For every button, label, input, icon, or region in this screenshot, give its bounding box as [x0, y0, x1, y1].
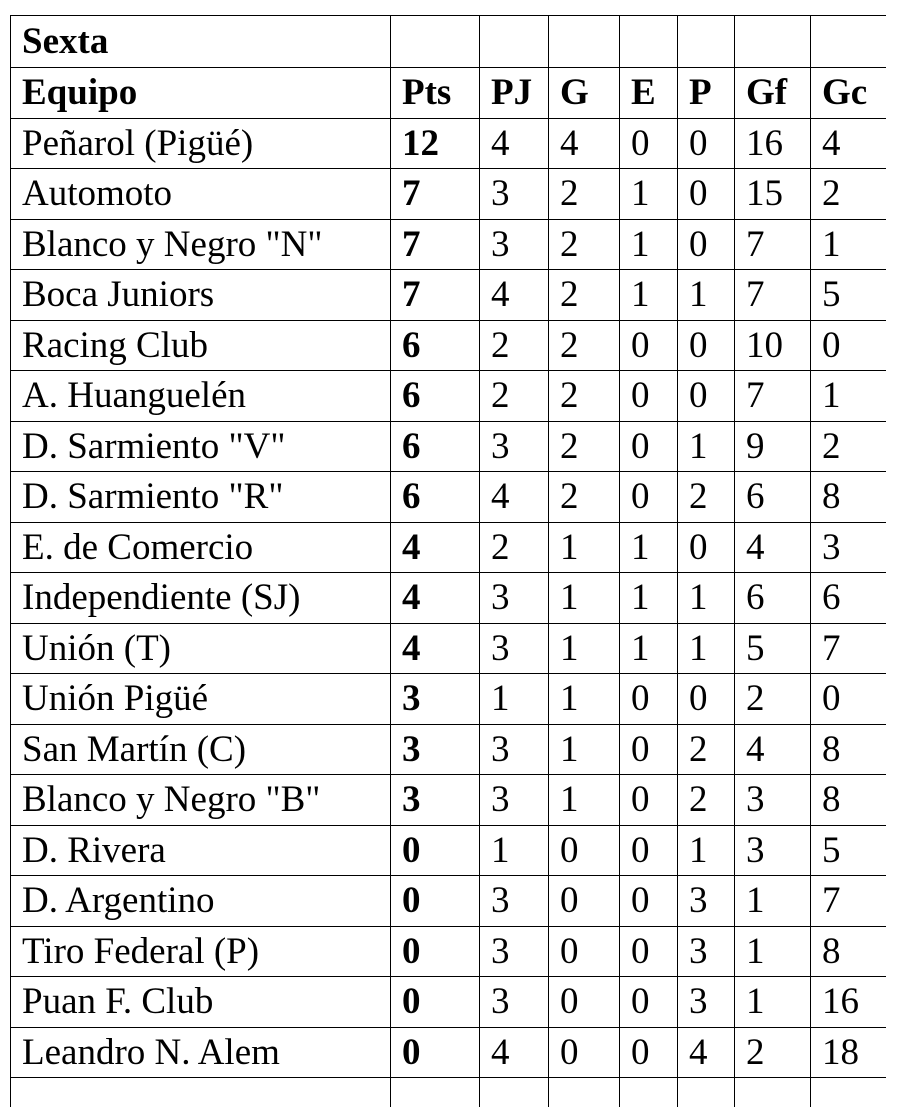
lost-cell: 0	[678, 169, 735, 220]
team-name-cell: D. Rivera	[11, 825, 391, 876]
lost-cell: 2	[678, 724, 735, 775]
team-name-cell: A. Huanguelén	[11, 371, 391, 422]
goals-against-cell: 5	[811, 270, 887, 321]
empty-cell	[735, 16, 811, 68]
goals-for-cell: 2	[735, 674, 811, 725]
team-name-cell: Automoto	[11, 169, 391, 220]
team-name-cell: Blanco y Negro "B"	[11, 775, 391, 826]
played-cell: 1	[480, 674, 549, 725]
points-cell: 3	[391, 674, 480, 725]
team-name-cell: Unión (T)	[11, 623, 391, 674]
standings-body	[11, 16, 887, 1107]
played-cell: 2	[480, 320, 549, 371]
goals-for-cell: 16	[735, 118, 811, 169]
points-cell: 4	[391, 573, 480, 624]
played-cell: 2	[480, 522, 549, 573]
lost-cell: 1	[678, 825, 735, 876]
points-cell: 12	[391, 118, 480, 169]
standings-table	[10, 15, 886, 1107]
won-cell: 0	[549, 926, 620, 977]
header-team: Equipo	[11, 68, 391, 119]
won-cell: 2	[549, 219, 620, 270]
drawn-cell: 0	[620, 724, 678, 775]
lost-cell: 1	[678, 270, 735, 321]
table-row	[11, 573, 887, 624]
header-drawn: E	[620, 68, 678, 119]
title-row	[11, 16, 887, 68]
drawn-cell: 0	[620, 320, 678, 371]
played-cell: 3	[480, 977, 549, 1028]
team-name-cell: Racing Club	[11, 320, 391, 371]
played-cell: 3	[480, 876, 549, 927]
points-cell: 6	[391, 472, 480, 523]
won-cell: 2	[549, 270, 620, 321]
played-cell: 3	[480, 219, 549, 270]
goals-for-cell: 7	[735, 270, 811, 321]
empty-cell	[811, 1078, 887, 1107]
goals-against-cell: 5	[811, 825, 887, 876]
goals-for-cell: 9	[735, 421, 811, 472]
points-cell: 7	[391, 270, 480, 321]
goals-against-cell: 2	[811, 169, 887, 220]
lost-cell: 0	[678, 219, 735, 270]
lost-cell: 2	[678, 775, 735, 826]
table-row	[11, 320, 887, 371]
header-points: Pts	[391, 68, 480, 119]
header-won: G	[549, 68, 620, 119]
points-cell: 0	[391, 825, 480, 876]
drawn-cell: 0	[620, 926, 678, 977]
played-cell: 4	[480, 1027, 549, 1078]
points-cell: 0	[391, 926, 480, 977]
points-cell: 6	[391, 320, 480, 371]
won-cell: 1	[549, 522, 620, 573]
drawn-cell: 0	[620, 371, 678, 422]
team-name-cell: D. Sarmiento "V"	[11, 421, 391, 472]
won-cell: 1	[549, 724, 620, 775]
team-name-cell: D. Argentino	[11, 876, 391, 927]
table-row	[11, 472, 887, 523]
team-name-cell: San Martín (C)	[11, 724, 391, 775]
won-cell: 1	[549, 573, 620, 624]
won-cell: 4	[549, 118, 620, 169]
goals-for-cell: 1	[735, 876, 811, 927]
goals-for-cell: 3	[735, 775, 811, 826]
table-row	[11, 674, 887, 725]
drawn-cell: 1	[620, 623, 678, 674]
header-played: PJ	[480, 68, 549, 119]
lost-cell: 1	[678, 623, 735, 674]
table-row	[11, 219, 887, 270]
team-name-cell: Blanco y Negro "N"	[11, 219, 391, 270]
drawn-cell: 1	[620, 573, 678, 624]
goals-for-cell: 10	[735, 320, 811, 371]
won-cell: 0	[549, 825, 620, 876]
goals-against-cell: 1	[811, 371, 887, 422]
header-lost: P	[678, 68, 735, 119]
drawn-cell: 0	[620, 1027, 678, 1078]
played-cell: 3	[480, 724, 549, 775]
empty-cell	[391, 1078, 480, 1107]
team-name-cell: Unión Pigüé	[11, 674, 391, 725]
goals-for-cell: 2	[735, 1027, 811, 1078]
drawn-cell: 0	[620, 118, 678, 169]
team-name-cell: E. de Comercio	[11, 522, 391, 573]
goals-against-cell: 8	[811, 472, 887, 523]
points-cell: 6	[391, 421, 480, 472]
team-name-cell: Independiente (SJ)	[11, 573, 391, 624]
goals-for-cell: 7	[735, 219, 811, 270]
goals-against-cell: 8	[811, 724, 887, 775]
lost-cell: 0	[678, 118, 735, 169]
played-cell: 3	[480, 421, 549, 472]
category-title: Sexta	[11, 16, 391, 68]
table-row	[11, 270, 887, 321]
won-cell: 2	[549, 169, 620, 220]
goals-against-cell: 1	[811, 219, 887, 270]
goals-for-cell: 5	[735, 623, 811, 674]
table-row	[11, 169, 887, 220]
empty-cell	[678, 16, 735, 68]
team-name-cell: Puan F. Club	[11, 977, 391, 1028]
table-row	[11, 1027, 887, 1078]
empty-cell	[620, 1078, 678, 1107]
lost-cell: 3	[678, 926, 735, 977]
goals-for-cell: 1	[735, 926, 811, 977]
header-goals-for: Gf	[735, 68, 811, 119]
goals-against-cell: 3	[811, 522, 887, 573]
points-cell: 3	[391, 775, 480, 826]
won-cell: 1	[549, 623, 620, 674]
played-cell: 3	[480, 169, 549, 220]
lost-cell: 4	[678, 1027, 735, 1078]
drawn-cell: 0	[620, 674, 678, 725]
goals-for-cell: 1	[735, 977, 811, 1028]
team-name-cell: D. Sarmiento "R"	[11, 472, 391, 523]
points-cell: 0	[391, 876, 480, 927]
points-cell: 4	[391, 522, 480, 573]
lost-cell: 3	[678, 876, 735, 927]
goals-for-cell: 15	[735, 169, 811, 220]
team-name-cell: Peñarol (Pigüé)	[11, 118, 391, 169]
points-cell: 0	[391, 1027, 480, 1078]
goals-for-cell: 4	[735, 724, 811, 775]
table-row	[11, 118, 887, 169]
table-row	[11, 724, 887, 775]
lost-cell: 0	[678, 320, 735, 371]
goals-for-cell: 4	[735, 522, 811, 573]
empty-cell	[549, 16, 620, 68]
header-goals-against: Gc	[811, 68, 887, 119]
played-cell: 3	[480, 623, 549, 674]
table-row	[11, 775, 887, 826]
goals-against-cell: 4	[811, 118, 887, 169]
won-cell: 2	[549, 371, 620, 422]
empty-cell	[678, 1078, 735, 1107]
drawn-cell: 0	[620, 421, 678, 472]
played-cell: 2	[480, 371, 549, 422]
drawn-cell: 0	[620, 775, 678, 826]
team-name-cell: Tiro Federal (P)	[11, 926, 391, 977]
drawn-cell: 1	[620, 270, 678, 321]
drawn-cell: 0	[620, 876, 678, 927]
played-cell: 3	[480, 775, 549, 826]
points-cell: 3	[391, 724, 480, 775]
empty-cell	[735, 1078, 811, 1107]
empty-cell	[549, 1078, 620, 1107]
empty-cell	[11, 1078, 391, 1107]
lost-cell: 0	[678, 674, 735, 725]
played-cell: 4	[480, 270, 549, 321]
table-row	[11, 623, 887, 674]
empty-cell	[391, 16, 480, 68]
points-cell: 7	[391, 169, 480, 220]
lost-cell: 1	[678, 421, 735, 472]
won-cell: 2	[549, 421, 620, 472]
played-cell: 3	[480, 573, 549, 624]
table-row	[11, 876, 887, 927]
drawn-cell: 1	[620, 522, 678, 573]
empty-cell	[620, 16, 678, 68]
lost-cell: 0	[678, 371, 735, 422]
goals-against-cell: 8	[811, 926, 887, 977]
table-row	[11, 926, 887, 977]
drawn-cell: 0	[620, 825, 678, 876]
team-name-cell: Boca Juniors	[11, 270, 391, 321]
goals-for-cell: 7	[735, 371, 811, 422]
goals-for-cell: 6	[735, 573, 811, 624]
empty-cell	[480, 1078, 549, 1107]
played-cell: 4	[480, 118, 549, 169]
won-cell: 0	[549, 876, 620, 927]
won-cell: 2	[549, 320, 620, 371]
points-cell: 0	[391, 977, 480, 1028]
drawn-cell: 1	[620, 219, 678, 270]
points-cell: 7	[391, 219, 480, 270]
goals-against-cell: 2	[811, 421, 887, 472]
won-cell: 0	[549, 977, 620, 1028]
drawn-cell: 0	[620, 472, 678, 523]
drawn-cell: 1	[620, 169, 678, 220]
lost-cell: 3	[678, 977, 735, 1028]
empty-cell	[811, 16, 887, 68]
lost-cell: 0	[678, 522, 735, 573]
goals-against-cell: 16	[811, 977, 887, 1028]
won-cell: 0	[549, 1027, 620, 1078]
team-name-cell: Leandro N. Alem	[11, 1027, 391, 1078]
lost-cell: 2	[678, 472, 735, 523]
table-row	[11, 522, 887, 573]
points-cell: 4	[391, 623, 480, 674]
points-cell: 6	[391, 371, 480, 422]
goals-for-cell: 3	[735, 825, 811, 876]
goals-against-cell: 8	[811, 775, 887, 826]
won-cell: 1	[549, 674, 620, 725]
goals-for-cell: 6	[735, 472, 811, 523]
table-row	[11, 825, 887, 876]
standings-sheet	[10, 15, 886, 1107]
empty-cell	[480, 16, 549, 68]
table-row-empty	[11, 1078, 887, 1107]
table-row	[11, 421, 887, 472]
drawn-cell: 0	[620, 977, 678, 1028]
goals-against-cell: 7	[811, 623, 887, 674]
lost-cell: 1	[678, 573, 735, 624]
won-cell: 2	[549, 472, 620, 523]
played-cell: 3	[480, 926, 549, 977]
played-cell: 4	[480, 472, 549, 523]
table-row	[11, 371, 887, 422]
played-cell: 1	[480, 825, 549, 876]
goals-against-cell: 7	[811, 876, 887, 927]
header-row	[11, 68, 887, 119]
won-cell: 1	[549, 775, 620, 826]
table-row	[11, 977, 887, 1028]
goals-against-cell: 0	[811, 320, 887, 371]
goals-against-cell: 18	[811, 1027, 887, 1078]
goals-against-cell: 0	[811, 674, 887, 725]
goals-against-cell: 6	[811, 573, 887, 624]
